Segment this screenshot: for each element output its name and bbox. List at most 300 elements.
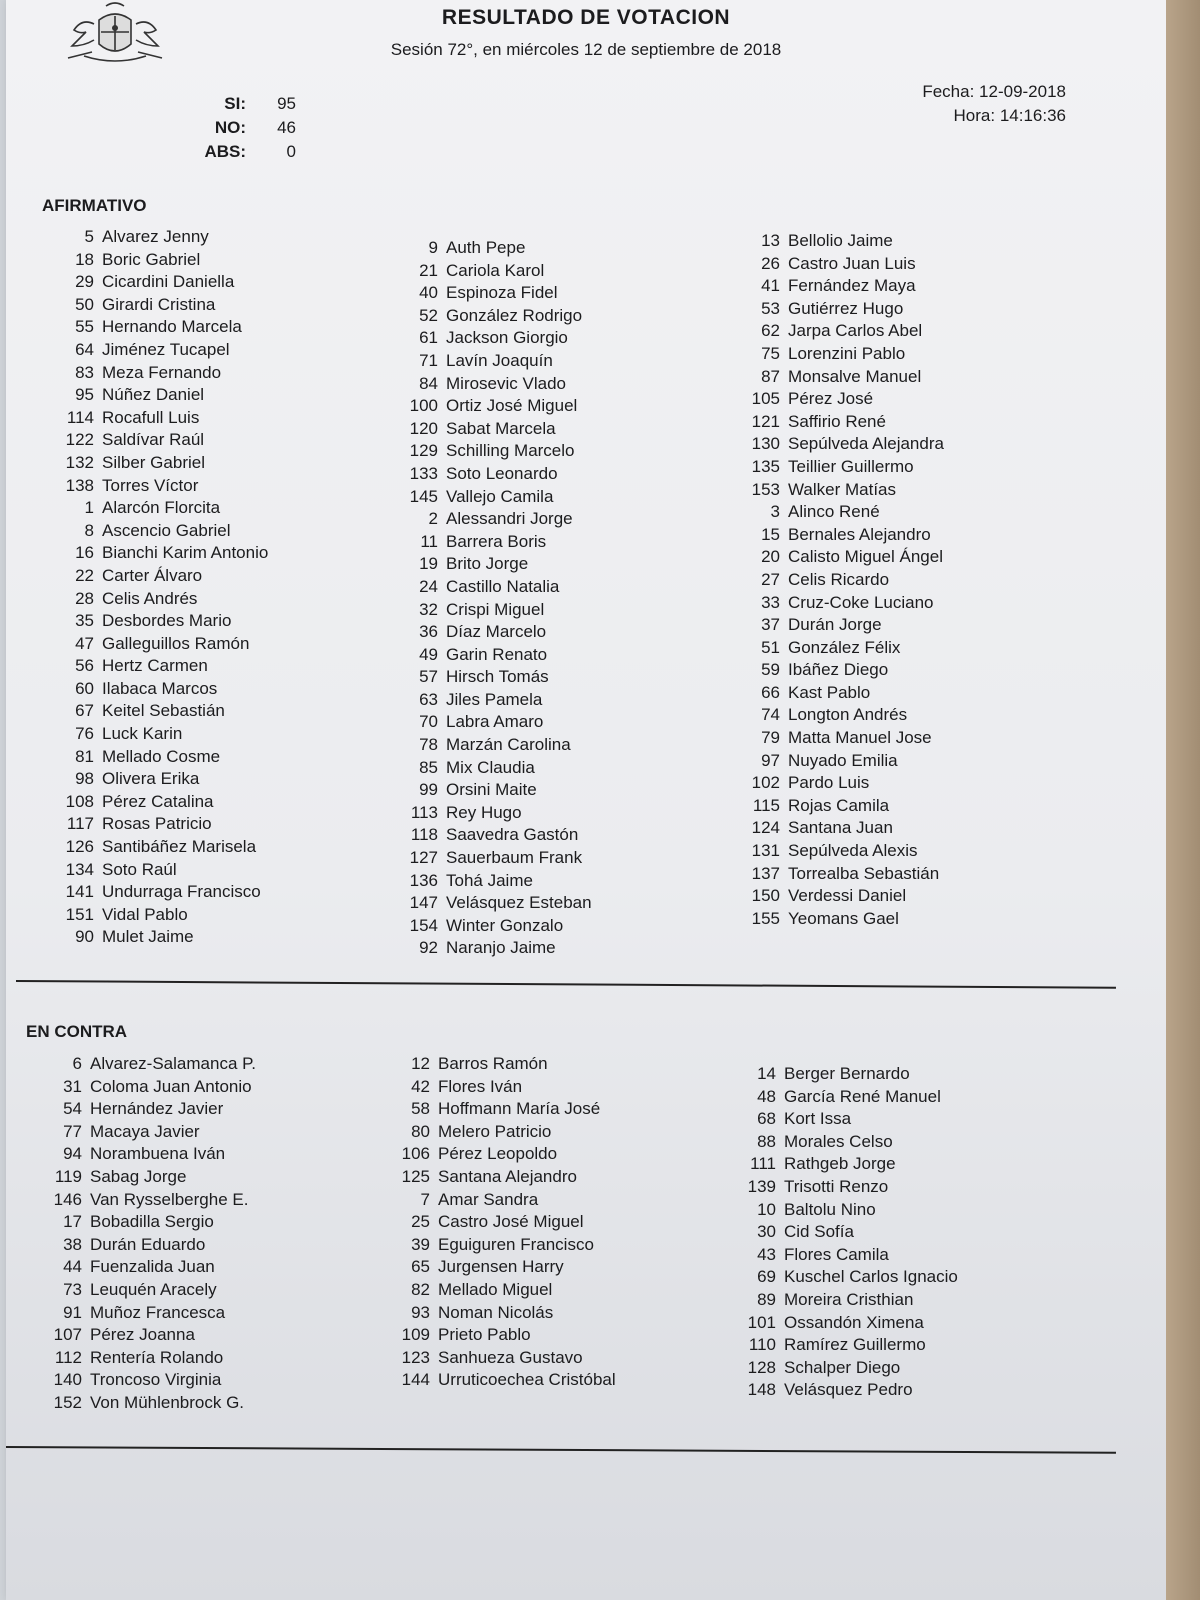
member-number: 13: [761, 231, 780, 250]
member-number: 82: [411, 1279, 430, 1299]
member-entry: [734, 885, 944, 908]
member-name: Santana Alejandro: [438, 1166, 577, 1186]
member-name: Ramírez Guillermo: [784, 1335, 926, 1355]
member-entry: [36, 1121, 256, 1144]
si-value: 95: [277, 94, 296, 113]
member-entry: [36, 1211, 256, 1234]
member-entry: [48, 881, 268, 904]
member-name: Teillier Guillermo: [788, 456, 914, 476]
member-entry: [734, 682, 944, 705]
member-number: 106: [401, 1144, 430, 1164]
member-name: Ortiz José Miguel: [446, 396, 578, 416]
member-entry: [392, 553, 592, 576]
member-name: Marzán Carolina: [446, 735, 571, 755]
member-entry: [392, 711, 592, 734]
member-name: Ilabaca Marcos: [102, 678, 218, 698]
member-name: Rojas Camila: [788, 795, 890, 815]
member-entry: [734, 253, 944, 276]
member-name: Silber Gabriel: [102, 452, 205, 472]
member-number: 27: [761, 569, 780, 589]
member-name: Alvarez Jenny: [102, 227, 209, 246]
member-number: 30: [757, 1222, 776, 1242]
member-number: 147: [409, 893, 438, 913]
member-name: Berger Bernardo: [784, 1064, 910, 1083]
member-entry: [384, 1121, 616, 1144]
member-name: Orsini Maite: [446, 780, 537, 800]
member-name: Schilling Marcelo: [446, 441, 575, 461]
member-entry: [734, 727, 944, 750]
member-name: Velásquez Esteban: [446, 893, 592, 913]
member-number: 68: [757, 1109, 776, 1129]
member-entry: [36, 1392, 256, 1415]
member-entry: [36, 1234, 256, 1257]
member-name: Verdessi Daniel: [788, 886, 907, 906]
member-name: Núñez Daniel: [102, 385, 205, 405]
member-entry: [384, 1166, 616, 1189]
hora-text: Hora: 14:16:36: [953, 106, 1066, 125]
member-number: 22: [75, 565, 94, 585]
member-name: Sabat Marcela: [446, 418, 556, 438]
member-name: Hernández Javier: [90, 1099, 224, 1119]
member-entry: [384, 1076, 616, 1099]
member-number: 80: [411, 1121, 430, 1141]
member-entry: [36, 1143, 256, 1166]
member-name: Winter Gonzalo: [446, 915, 564, 935]
member-number: 52: [419, 305, 438, 325]
table-edge: [1166, 0, 1200, 1600]
member-number: 145: [409, 486, 438, 506]
member-number: 150: [751, 886, 780, 906]
member-entry: [734, 343, 944, 366]
member-entry: [730, 1266, 958, 1289]
member-entry: [384, 1324, 616, 1347]
member-number: 10: [757, 1199, 776, 1219]
member-name: Labra Amaro: [446, 712, 544, 732]
member-name: Pérez Catalina: [102, 791, 214, 811]
member-name: Ossandón Ximena: [784, 1312, 924, 1332]
member-entry: [48, 475, 268, 498]
member-number: 113: [410, 802, 438, 822]
member-number: 65: [411, 1257, 430, 1277]
member-entry: [384, 1302, 616, 1325]
section-divider: [16, 980, 1116, 989]
member-entry: [48, 791, 268, 814]
member-number: 109: [401, 1325, 430, 1345]
member-name: Castro José Miguel: [438, 1212, 584, 1232]
member-entry: [36, 1098, 256, 1121]
member-number: 87: [761, 366, 780, 386]
member-number: 139: [747, 1176, 776, 1196]
member-number: 124: [751, 818, 780, 838]
member-name: Longton Andrés: [788, 705, 908, 725]
member-entry: [48, 859, 268, 882]
member-entry: [730, 1131, 958, 1154]
member-number: 135: [751, 456, 780, 476]
member-number: 6: [72, 1054, 82, 1073]
member-name: Cruz-Coke Luciano: [788, 592, 934, 612]
member-name: Garin Renato: [446, 644, 548, 664]
member-number: 64: [75, 339, 94, 359]
member-entry: [392, 689, 592, 712]
member-name: Flores Camila: [784, 1244, 889, 1264]
member-number: 29: [75, 272, 94, 292]
member-name: Prieto Pablo: [438, 1325, 531, 1345]
member-entry: [48, 633, 268, 656]
member-name: Jiménez Tucapel: [102, 339, 230, 359]
member-entry: [392, 666, 592, 689]
member-number: 114: [66, 407, 94, 427]
member-entry: [48, 746, 268, 769]
member-number: 92: [419, 938, 438, 958]
member-name: Sepúlveda Alejandra: [788, 434, 944, 454]
member-entry: [36, 1279, 256, 1302]
member-name: Cicardini Daniella: [102, 272, 235, 292]
member-name: Hernando Marcela: [102, 317, 242, 337]
member-number: 19: [419, 554, 438, 574]
member-name: Mellado Miguel: [438, 1279, 553, 1299]
member-name: Fernández Maya: [788, 276, 916, 296]
member-entry: [392, 395, 592, 418]
member-name: Calisto Miguel Ángel: [788, 547, 943, 567]
member-name: Cariola Karol: [446, 260, 545, 280]
member-number: 155: [751, 908, 780, 928]
member-number: 76: [75, 724, 94, 744]
member-name: Bernales Alejandro: [788, 524, 931, 544]
member-number: 70: [419, 712, 438, 732]
member-number: 50: [75, 294, 94, 314]
member-number: 24: [419, 576, 438, 596]
member-number: 77: [63, 1121, 82, 1141]
member-number: 110: [748, 1335, 776, 1355]
si-label: SI:: [224, 94, 246, 113]
member-number: 1: [84, 498, 94, 518]
member-name: Galleguillos Ramón: [102, 633, 250, 653]
member-name: Kast Pablo: [788, 682, 871, 702]
member-entry: [392, 327, 592, 350]
member-name: Von Mühlenbrock G.: [90, 1392, 245, 1412]
member-entry: [730, 1108, 958, 1131]
member-name: Ascencio Gabriel: [102, 520, 231, 540]
member-number: 126: [65, 837, 94, 857]
member-entry: [48, 520, 268, 543]
member-number: 151: [65, 904, 94, 924]
member-name: Coloma Juan Antonio: [90, 1076, 252, 1096]
member-number: 93: [411, 1302, 430, 1322]
member-name: Eguiguren Francisco: [438, 1234, 594, 1254]
member-number: 122: [65, 430, 94, 450]
member-entry: [392, 508, 592, 531]
member-entry: [392, 847, 592, 870]
member-entry: [730, 1244, 958, 1267]
member-name: Boric Gabriel: [102, 249, 201, 269]
member-name: Pardo Luis: [788, 773, 870, 793]
member-number: 117: [66, 814, 94, 834]
member-name: González Rodrigo: [446, 305, 583, 325]
member-name: Ibáñez Diego: [788, 660, 889, 680]
member-name: Soto Leonardo: [446, 463, 558, 483]
member-name: Luck Karin: [102, 724, 183, 744]
member-name: Santana Juan: [788, 818, 893, 838]
member-number: 73: [63, 1279, 82, 1299]
member-entry: [384, 1143, 616, 1166]
member-number: 84: [419, 373, 438, 393]
member-entry: [734, 795, 944, 818]
member-number: 120: [409, 418, 438, 438]
member-number: 25: [411, 1212, 430, 1232]
date-time-block: [886, 80, 1066, 128]
member-name: Muñoz Francesca: [90, 1302, 226, 1322]
member-number: 69: [757, 1267, 776, 1287]
member-number: 108: [65, 791, 94, 811]
member-name: Hirsch Tomás: [446, 667, 549, 687]
member-entry: [48, 768, 268, 791]
member-entry: [384, 1189, 616, 1212]
member-name: Melero Patricio: [438, 1121, 552, 1141]
member-entry: [734, 298, 944, 321]
member-name: Durán Eduardo: [90, 1234, 206, 1254]
member-name: Velásquez Pedro: [784, 1380, 913, 1400]
member-name: Undurraga Francisco: [102, 882, 261, 902]
member-name: Flores Iván: [438, 1076, 523, 1096]
member-entry: [48, 926, 268, 949]
member-entry: [48, 904, 268, 927]
member-name: Rey Hugo: [446, 802, 522, 822]
member-number: 97: [761, 750, 780, 770]
member-name: Saldívar Raúl: [102, 430, 205, 450]
member-name: Kort Issa: [784, 1109, 852, 1129]
member-name: Mirosevic Vlado: [446, 373, 566, 393]
member-entry: [36, 1324, 256, 1347]
member-entry: [730, 1379, 958, 1402]
afirmativo-column-2: [392, 237, 592, 960]
member-name: Macaya Javier: [90, 1121, 200, 1141]
member-entry: [392, 915, 592, 938]
member-number: 119: [54, 1166, 82, 1186]
member-number: 20: [761, 547, 780, 567]
member-name: Rocafull Luis: [102, 407, 200, 427]
member-number: 100: [409, 396, 438, 416]
member-entry: [730, 1221, 958, 1244]
member-number: 131: [751, 841, 780, 861]
member-number: 39: [411, 1234, 430, 1254]
member-name: González Félix: [788, 637, 901, 657]
en-contra-column-1: [36, 1053, 256, 1415]
member-entry: [734, 366, 944, 389]
member-name: Díaz Marcelo: [446, 622, 547, 642]
member-number: 88: [757, 1131, 776, 1151]
member-number: 75: [761, 343, 780, 363]
member-number: 47: [75, 633, 94, 653]
member-entry: [36, 1189, 256, 1212]
member-number: 7: [420, 1189, 430, 1209]
member-entry: [36, 1053, 256, 1076]
member-entry: [730, 1176, 958, 1199]
member-number: 133: [409, 463, 438, 483]
member-name: Hertz Carmen: [102, 656, 208, 676]
member-number: 54: [63, 1099, 82, 1119]
member-name: Santibáñez Marisela: [102, 837, 257, 857]
member-entry: [734, 908, 944, 931]
member-entry: [730, 1357, 958, 1380]
abs-label: ABS:: [204, 142, 246, 161]
member-number: 2: [428, 509, 438, 529]
member-name: Barrera Boris: [446, 531, 547, 551]
member-number: 78: [419, 735, 438, 755]
member-number: 140: [53, 1370, 82, 1390]
member-entry: [392, 802, 592, 825]
member-name: Keitel Sebastián: [102, 701, 225, 721]
member-entry: [36, 1302, 256, 1325]
member-entry: [48, 339, 268, 362]
member-number: 138: [65, 475, 94, 495]
member-entry: [392, 576, 592, 599]
member-number: 132: [65, 452, 94, 472]
member-name: Baltolu Nino: [784, 1199, 876, 1219]
member-entry: [734, 817, 944, 840]
member-number: 62: [761, 321, 780, 341]
member-name: Van Rysselberghe E.: [90, 1189, 249, 1209]
member-entry: [734, 524, 944, 547]
member-number: 37: [761, 615, 780, 635]
member-name: Bobadilla Sergio: [90, 1212, 214, 1232]
no-value: 46: [277, 118, 296, 137]
member-entry: [48, 588, 268, 611]
member-number: 8: [84, 520, 94, 540]
member-entry: [384, 1234, 616, 1257]
member-entry: [36, 1076, 256, 1099]
member-entry: [48, 362, 268, 385]
member-name: Olivera Erika: [102, 769, 200, 789]
member-number: 141: [65, 882, 94, 902]
member-entry: [734, 275, 944, 298]
member-number: 9: [428, 238, 438, 257]
member-number: 42: [411, 1076, 430, 1096]
member-name: Sabag Jorge: [90, 1166, 187, 1186]
member-number: 17: [63, 1212, 82, 1232]
member-entry: [392, 350, 592, 373]
member-entry: [48, 294, 268, 317]
member-name: Matta Manuel Jose: [788, 728, 932, 748]
member-entry: [392, 824, 592, 847]
member-entry: [48, 407, 268, 430]
member-entry: [392, 937, 592, 960]
member-name: Barros Ramón: [438, 1054, 548, 1073]
member-number: 118: [410, 825, 438, 845]
member-number: 48: [757, 1086, 776, 1106]
member-number: 99: [419, 780, 438, 800]
member-number: 56: [75, 656, 94, 676]
member-entry: [48, 497, 268, 520]
member-name: Pérez Joanna: [90, 1325, 195, 1345]
member-number: 83: [75, 362, 94, 382]
member-entry: [392, 779, 592, 802]
member-entry: [48, 384, 268, 407]
member-name: Jurgensen Harry: [438, 1257, 564, 1277]
member-number: 111: [750, 1154, 776, 1174]
member-name: Brito Jorge: [446, 554, 529, 574]
member-name: Durán Jorge: [788, 615, 882, 635]
member-entry: [392, 237, 592, 260]
member-name: Leuquén Aracely: [90, 1279, 217, 1299]
member-name: Jarpa Carlos Abel: [788, 321, 923, 341]
member-name: Torrealba Sebastián: [788, 863, 940, 883]
member-name: Norambuena Iván: [90, 1144, 226, 1164]
member-entry: [384, 1053, 616, 1076]
member-entry: [36, 1347, 256, 1370]
member-number: 71: [419, 350, 438, 370]
member-number: 3: [770, 502, 780, 522]
member-number: 49: [419, 644, 438, 664]
member-entry: [48, 813, 268, 836]
fecha-text: Fecha: 12-09-2018: [922, 82, 1066, 101]
member-name: Auth Pepe: [446, 238, 526, 257]
member-number: 112: [54, 1347, 82, 1367]
member-number: 26: [761, 253, 780, 273]
member-number: 35: [75, 611, 94, 631]
member-name: Jiles Pamela: [446, 689, 543, 709]
member-entry: [392, 418, 592, 441]
member-entry: [734, 230, 944, 253]
document-page: [6, 0, 1166, 1600]
vote-tally: [176, 92, 296, 164]
member-number: 60: [75, 678, 94, 698]
member-name: García René Manuel: [784, 1086, 941, 1106]
member-name: Vallejo Camila: [446, 486, 554, 506]
member-name: Saffirio René: [788, 411, 886, 431]
member-name: Celis Ricardo: [788, 569, 890, 589]
member-entry: [392, 621, 592, 644]
member-number: 127: [409, 848, 438, 868]
member-entry: [730, 1289, 958, 1312]
member-entry: [48, 678, 268, 701]
member-number: 148: [747, 1380, 776, 1400]
member-entry: [384, 1098, 616, 1121]
member-name: Castillo Natalia: [446, 576, 560, 596]
member-number: 125: [401, 1166, 430, 1186]
member-entry: [384, 1279, 616, 1302]
member-name: Schalper Diego: [784, 1357, 901, 1377]
member-entry: [384, 1211, 616, 1234]
member-entry: [734, 546, 944, 569]
member-name: Cid Sofía: [784, 1222, 854, 1242]
member-number: 33: [761, 592, 780, 612]
member-number: 81: [75, 746, 94, 766]
member-name: Urruticoechea Cristóbal: [438, 1370, 616, 1390]
member-number: 85: [419, 757, 438, 777]
member-name: Soto Raúl: [102, 859, 177, 879]
member-name: Walker Matías: [788, 479, 897, 499]
member-name: Meza Fernando: [102, 362, 222, 382]
member-number: 58: [411, 1099, 430, 1119]
member-name: Tohá Jaime: [446, 870, 533, 890]
member-number: 89: [757, 1289, 776, 1309]
member-name: Desbordes Mario: [102, 611, 232, 631]
member-number: 74: [761, 705, 780, 725]
member-number: 51: [761, 637, 780, 657]
en-contra-heading: EN CONTRA: [26, 1022, 128, 1041]
member-number: 63: [419, 689, 438, 709]
member-number: 134: [65, 859, 94, 879]
member-entry: [392, 440, 592, 463]
member-name: Carter Álvaro: [102, 565, 203, 585]
member-number: 28: [75, 588, 94, 608]
member-entry: [734, 569, 944, 592]
member-entry: [734, 501, 944, 524]
member-number: 11: [420, 531, 438, 551]
member-number: 43: [757, 1244, 776, 1264]
member-entry: [730, 1199, 958, 1222]
member-number: 21: [419, 260, 438, 280]
